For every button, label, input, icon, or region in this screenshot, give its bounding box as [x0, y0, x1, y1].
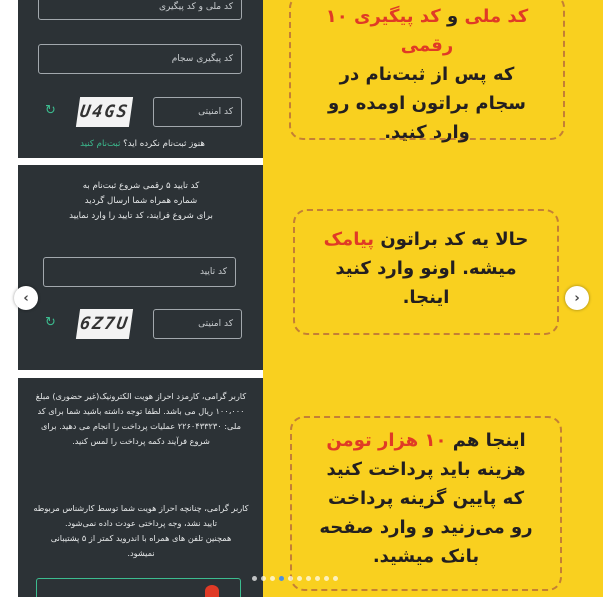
refresh-icon[interactable]: ↻ — [45, 315, 56, 330]
carousel-dot[interactable] — [297, 576, 302, 581]
instructions-column — [263, 0, 603, 597]
register-prompt — [40, 137, 245, 152]
note1-line3: سجام براتون اومده رو — [327, 93, 527, 114]
note1-highlight-2: کد پیگیری ۱۰ رقمی — [325, 6, 454, 56]
captcha-image-2: 6Z7U — [76, 309, 133, 339]
verify-message-line: کد تایید ۵ رقمی شروع ثبت‌نام به — [82, 181, 200, 191]
note2-text: حالا یه کد براتون — [374, 229, 529, 250]
chevron-right-icon: › — [574, 290, 580, 306]
carousel-dot[interactable] — [288, 576, 293, 581]
not-registered-text: هنوز ثبت‌نام نکرده اید؟ — [123, 139, 205, 149]
refund-line: تایید نشد، وجه پرداختی عودت داده نمی‌شود. — [65, 518, 217, 528]
verify-message-line: شماره همراه شما ارسال گردید — [84, 196, 198, 206]
verify-code-input[interactable]: کد تایید — [43, 257, 236, 287]
refund-line: همچنین تلفن های همراه با اندروید کمتر از ۵ پشتیبانی — [50, 533, 232, 543]
login-form-panel — [18, 0, 263, 158]
register-link[interactable]: ثبت‌نام کنید — [80, 139, 121, 149]
note2-line2: میشه. اونو وارد کنید — [335, 258, 517, 279]
carousel-indicator — [252, 576, 338, 581]
note2-line1 — [305, 225, 547, 254]
payment-icon — [205, 585, 219, 597]
security-code-input-2[interactable]: کد امنیتی — [153, 309, 242, 339]
verify-message-line: برای شروع فرایند، کد تایید را وارد نمایید — [69, 211, 213, 221]
fee-line: شروع فرآیند دکمه پرداخت را لمس کنید. — [72, 436, 210, 446]
note1-line1 — [301, 2, 553, 60]
carousel-dot[interactable] — [315, 576, 320, 581]
note3-line5: بانک میشید. — [372, 546, 480, 567]
refund-paragraph — [22, 501, 260, 561]
carousel-dot[interactable] — [261, 576, 266, 581]
note3-line3: که پایین گزینه پرداخت — [327, 488, 525, 509]
note1-line2: که پس از ثبت‌نام در — [339, 64, 515, 85]
refresh-icon[interactable]: ↻ — [45, 103, 56, 118]
note1-line4: وارد کنید. — [384, 122, 470, 143]
note3-line4: رو می‌زنید و وارد صفحه — [319, 517, 533, 538]
note1-highlight-1: کد ملی — [464, 6, 529, 27]
note2-highlight: پیامک — [323, 229, 375, 250]
carousel-dot[interactable] — [333, 576, 338, 581]
note3-highlight: ۱۰ هزار تومن — [326, 430, 447, 451]
screenshot-column — [0, 0, 263, 597]
note2-line3: اینجا. — [402, 287, 450, 308]
carousel-dot[interactable] — [252, 576, 257, 581]
note3-line1 — [302, 426, 550, 455]
verify-message — [30, 179, 252, 224]
note3-text: اینجا هم — [446, 430, 526, 451]
carousel-next-button[interactable] — [565, 286, 589, 310]
note-sms-code — [293, 209, 559, 335]
carousel-dot[interactable] — [324, 576, 329, 581]
note-payment — [290, 416, 562, 591]
carousel-prev-button[interactable] — [14, 286, 38, 310]
fee-paragraph — [22, 389, 260, 449]
carousel-dot[interactable] — [279, 576, 284, 581]
refund-line: کاربر گرامی، چنانچه احراز هویت شما توسط کارشناس مربوطه — [33, 503, 249, 513]
carousel-dot[interactable] — [270, 576, 275, 581]
security-code-input[interactable]: کد امنیتی — [153, 97, 242, 127]
fee-line: ۱۰۰،۰۰۰ ریال می باشد. لطفا توجه داشته باشید شما برای کد — [37, 406, 245, 416]
sejam-code-input[interactable]: کد پیگیری سجام — [38, 44, 242, 74]
chevron-left-icon: ‹ — [23, 290, 29, 306]
fee-line: کاربر گرامی، کارمزد احراز هویت الکترونیک(غیر حضوری) مبلغ — [35, 391, 247, 401]
note-national-code — [289, 0, 565, 143]
fee-line: ملی: ۲۲۶۰۴۳۳۲۳۰ عملیات پرداخت را انجام می دهید. برای — [41, 421, 241, 431]
national-code-input[interactable]: کد ملی و کد پیگیری — [38, 0, 242, 20]
note3-line2: هزینه باید پرداخت کنید — [326, 459, 526, 480]
refund-line: نمیشود. — [127, 548, 155, 558]
carousel-dot[interactable] — [306, 576, 311, 581]
note1-and: و — [440, 6, 465, 27]
captcha-image: U4GS — [76, 97, 133, 127]
